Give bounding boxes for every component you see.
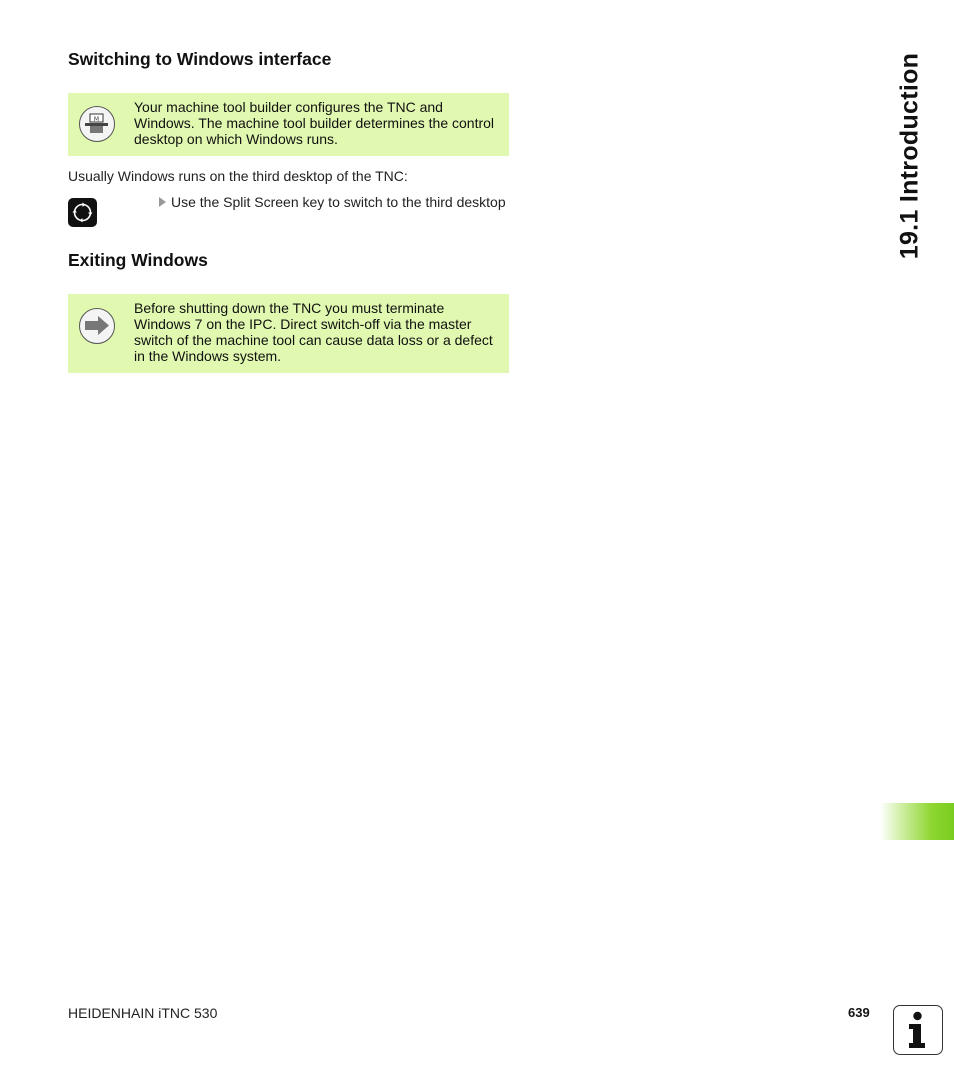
chapter-side-title: [880, 51, 940, 261]
section-heading-exiting: Exiting Windows: [68, 250, 208, 270]
chapter-tab-marker: [880, 803, 954, 840]
step-text: Use the Split Screen key to switch to the third desktop: [171, 194, 506, 210]
note-box-machine-builder: [68, 93, 509, 156]
svg-text:M: M: [93, 116, 100, 123]
footer-product: HEIDENHAIN iTNC 530: [68, 1005, 218, 1021]
arrow-right-icon: [79, 308, 115, 344]
machine-builder-icon: [79, 106, 115, 142]
note-box-warning: [68, 294, 509, 373]
section-heading-switching: Switching to Windows interface: [68, 49, 332, 69]
step-arrow-icon: [159, 197, 166, 207]
chapter-title-text: 19.1 Introduction: [895, 52, 924, 260]
info-icon: [893, 1005, 943, 1055]
page-number: 639: [848, 1005, 870, 1020]
step-instruction: [159, 194, 506, 210]
paragraph-third-desktop: Usually Windows runs on the third desktop of the TNC:: [68, 168, 408, 184]
note-text-machine-builder: Your machine tool builder configures the TNC and Windows. The machine tool builder determines the control desktop on which Windows runs.: [134, 99, 495, 147]
note-text-warning: Before shutting down the TNC you must terminate Windows 7 on the IPC. Direct switch-off via the master switch of the machine tool can cause data loss or a defect in the Windows system.: [134, 300, 493, 364]
split-screen-key-icon: [68, 198, 97, 227]
